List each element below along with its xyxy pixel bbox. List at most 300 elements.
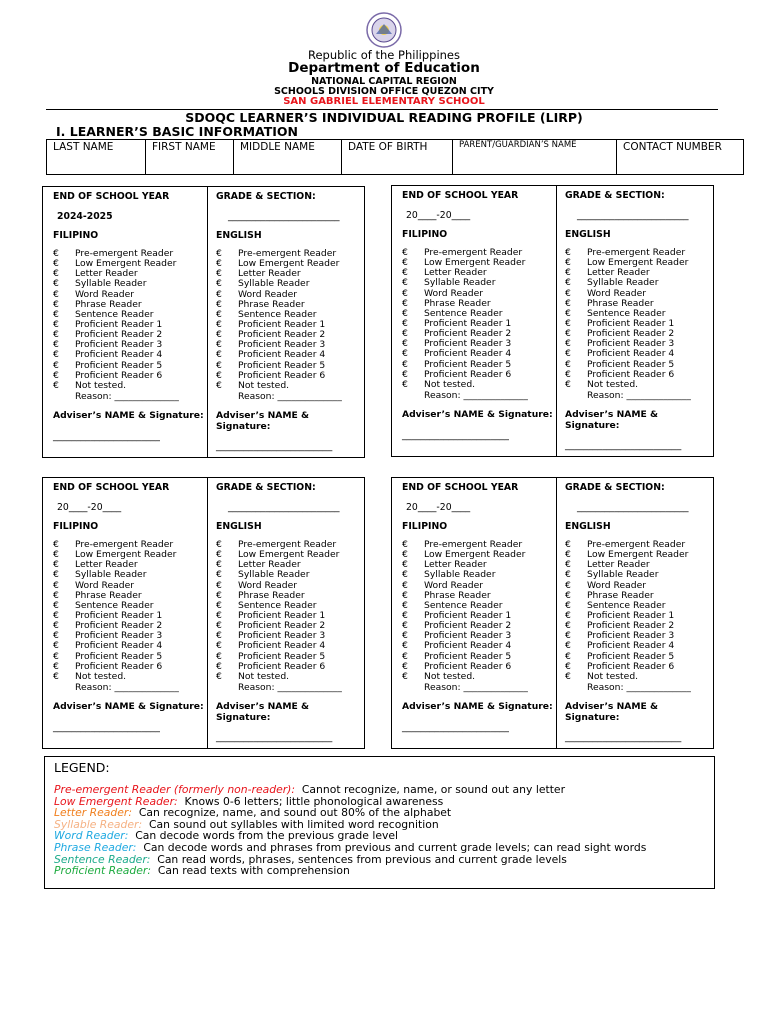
grade-section-label: GRADE & SECTION: xyxy=(216,482,316,493)
checkbox-bullet-icon[interactable]: € xyxy=(402,650,408,662)
checkbox-bullet-icon[interactable]: € xyxy=(402,277,408,289)
checkbox-bullet-icon[interactable]: € xyxy=(402,368,408,380)
checkbox-bullet-icon[interactable]: € xyxy=(216,630,222,642)
legend-description: Knows 0-6 letters; little phonological awareness xyxy=(184,794,444,808)
reading-level-option[interactable] xyxy=(402,380,562,390)
checkbox-bullet-icon[interactable]: € xyxy=(53,579,59,591)
checkbox-bullet-icon[interactable]: € xyxy=(402,559,408,571)
adviser-signature-line[interactable]: _______________________ xyxy=(53,722,160,733)
reading-level-label: Proficient Reader 4 xyxy=(238,349,326,361)
adviser-signature-line[interactable]: _________________________ xyxy=(565,732,682,743)
checkbox-bullet-icon[interactable]: € xyxy=(216,359,222,371)
reading-level-label: Syllable Reader xyxy=(587,277,659,289)
legend-term: Pre-emergent Reader (formerly non-reader): xyxy=(54,783,296,796)
reading-level-option[interactable] xyxy=(565,380,725,390)
checkbox-bullet-icon[interactable]: € xyxy=(402,257,408,269)
end-of-school-year-label: END OF SCHOOL YEAR xyxy=(402,482,519,493)
reading-level-label: Proficient Reader 4 xyxy=(587,640,675,652)
adviser-signature-line[interactable]: _______________________ xyxy=(402,430,509,441)
contact-number-field[interactable]: CONTACT NUMBER xyxy=(623,141,722,153)
reading-level-label: Proficient Reader 3 xyxy=(75,630,163,642)
reading-level-label: Proficient Reader 1 xyxy=(75,318,163,330)
legend-term: Word Reader: xyxy=(54,829,129,843)
checkbox-bullet-icon[interactable]: € xyxy=(402,640,408,652)
reading-level-label: Proficient Reader 5 xyxy=(75,359,163,371)
date-of-birth-field[interactable]: DATE OF BIRTH xyxy=(342,140,453,174)
reading-level-option[interactable] xyxy=(53,381,213,391)
reading-level-label: Proficient Reader 4 xyxy=(424,348,512,360)
checkbox-bullet-icon[interactable]: € xyxy=(565,620,571,632)
checkbox-bullet-icon[interactable]: € xyxy=(402,579,408,591)
legend-description: Can sound out syllables with limited word recognition xyxy=(149,817,439,831)
checkbox-bullet-icon[interactable]: € xyxy=(565,378,571,390)
end-of-school-year-label: END OF SCHOOL YEAR xyxy=(53,482,170,493)
checkbox-bullet-icon[interactable]: € xyxy=(565,650,571,662)
reading-level-label: Letter Reader xyxy=(238,268,301,280)
checkbox-bullet-icon[interactable]: € xyxy=(53,268,59,280)
reading-level-label: Letter Reader xyxy=(587,559,650,571)
reading-level-label: Word Reader xyxy=(424,579,484,591)
checkbox-bullet-icon[interactable]: € xyxy=(565,670,571,682)
checkbox-bullet-icon[interactable]: € xyxy=(402,660,408,672)
reading-level-label: Proficient Reader 3 xyxy=(587,338,675,350)
reason-field[interactable]: Reason: ______________ xyxy=(587,682,691,693)
checkbox-bullet-icon[interactable]: € xyxy=(53,339,59,351)
filipino-reading-level-options xyxy=(53,540,213,682)
section-heading: I. LEARNER’S BASIC INFORMATION xyxy=(56,124,298,139)
checkbox-bullet-icon[interactable]: € xyxy=(565,368,571,380)
checkbox-bullet-icon[interactable]: € xyxy=(53,308,59,320)
grade-section-label: GRADE & SECTION: xyxy=(565,190,665,201)
checkbox-bullet-icon[interactable]: € xyxy=(402,267,408,279)
reading-level-option[interactable] xyxy=(216,381,376,391)
checkbox-bullet-icon[interactable]: € xyxy=(402,287,408,299)
adviser-name-signature-label: Adviser’s NAME & Signature: xyxy=(565,701,659,723)
checkbox-bullet-icon[interactable]: € xyxy=(53,288,59,300)
checkbox-bullet-icon[interactable]: € xyxy=(565,328,571,340)
reading-level-label: Sentence Reader xyxy=(238,308,317,320)
reading-level-label: Proficient Reader 2 xyxy=(424,620,512,632)
adviser-signature-line[interactable]: _________________________ xyxy=(565,440,682,451)
reading-level-label: Pre-emergent Reader xyxy=(75,539,174,550)
reading-level-label: Phrase Reader xyxy=(238,298,305,310)
school-year-value[interactable]: 20____-20____ xyxy=(57,502,122,513)
end-of-school-year-label: END OF SCHOOL YEAR xyxy=(53,191,170,202)
checkbox-bullet-icon[interactable]: € xyxy=(216,369,222,381)
checkbox-bullet-icon[interactable]: € xyxy=(565,348,571,360)
legend-box xyxy=(44,756,715,889)
adviser-name-signature-label: Adviser’s NAME & Signature: xyxy=(216,701,310,723)
filipino-heading: FILIPINO xyxy=(53,521,99,532)
checkbox-bullet-icon[interactable]: € xyxy=(402,609,408,621)
reading-level-label: Low Emergent Reader xyxy=(587,549,689,561)
deped-seal-logo xyxy=(366,12,402,48)
checkbox-bullet-icon[interactable]: € xyxy=(402,378,408,390)
reading-level-label: Phrase Reader xyxy=(587,589,654,601)
checkbox-bullet-icon[interactable]: € xyxy=(216,660,222,672)
reading-level-label: Phrase Reader xyxy=(424,297,491,309)
checkbox-bullet-icon[interactable]: € xyxy=(53,609,59,621)
reading-level-label: Proficient Reader 2 xyxy=(587,620,675,632)
checkbox-bullet-icon[interactable]: € xyxy=(402,348,408,360)
reading-level-option[interactable] xyxy=(53,672,213,682)
reading-level-label: Low Emergent Reader xyxy=(238,549,340,561)
reading-profile-box xyxy=(42,477,365,749)
checkbox-bullet-icon[interactable]: € xyxy=(565,297,571,309)
legend-term: Sentence Reader: xyxy=(54,852,151,866)
reading-level-label: Syllable Reader xyxy=(75,569,147,581)
reading-level-label: Proficient Reader 1 xyxy=(238,609,326,621)
checkbox-bullet-icon[interactable]: € xyxy=(216,620,222,632)
adviser-name-signature-label: Adviser’s NAME & Signature: xyxy=(402,409,553,420)
english-reading-level-options xyxy=(565,540,725,682)
reading-level-label: Not tested. xyxy=(424,670,476,682)
checkbox-bullet-icon[interactable]: € xyxy=(565,660,571,672)
reading-level-label: Proficient Reader 4 xyxy=(424,640,512,652)
region-heading: NATIONAL CAPITAL REGION xyxy=(311,76,457,87)
checkbox-bullet-icon[interactable]: € xyxy=(565,247,571,258)
reading-level-label: Proficient Reader 1 xyxy=(587,609,675,621)
reading-level-label: Pre-emergent Reader xyxy=(424,247,523,258)
reading-level-label: Letter Reader xyxy=(75,559,138,571)
reason-field[interactable]: Reason: ______________ xyxy=(424,682,528,693)
checkbox-bullet-icon[interactable]: € xyxy=(565,569,571,581)
checkbox-bullet-icon[interactable]: € xyxy=(53,569,59,581)
reading-level-label: Letter Reader xyxy=(238,559,301,571)
last-name-field[interactable]: LAST NAME xyxy=(47,140,146,174)
school-year-value[interactable]: 2024-2025 xyxy=(57,211,113,222)
checkbox-bullet-icon[interactable]: € xyxy=(216,640,222,652)
checkbox-bullet-icon[interactable]: € xyxy=(53,660,59,672)
checkbox-bullet-icon[interactable]: € xyxy=(216,589,222,601)
reading-level-label: Word Reader xyxy=(587,287,647,299)
reading-level-label: Not tested. xyxy=(238,670,290,682)
checkbox-bullet-icon[interactable]: € xyxy=(565,630,571,642)
reading-level-label: Not tested. xyxy=(587,378,639,390)
checkbox-bullet-icon[interactable]: € xyxy=(216,278,222,290)
document-title: SDOQC LEARNER’S INDIVIDUAL READING PROFILE (LIRP) xyxy=(185,110,583,125)
reading-level-option[interactable] xyxy=(402,672,562,682)
checkbox-bullet-icon[interactable]: € xyxy=(53,620,59,632)
reading-level-label: Letter Reader xyxy=(587,267,650,279)
reading-level-label: Proficient Reader 2 xyxy=(587,328,675,340)
checkbox-bullet-icon[interactable]: € xyxy=(402,539,408,550)
checkbox-bullet-icon[interactable]: € xyxy=(402,589,408,601)
reason-field[interactable]: Reason: ______________ xyxy=(587,390,691,401)
checkbox-bullet-icon[interactable]: € xyxy=(216,258,222,270)
parent-guardian-field[interactable]: PARENT/GUARDIAN’S NAME xyxy=(453,140,617,174)
reading-level-label: Word Reader xyxy=(238,579,298,591)
checkbox-bullet-icon[interactable]: € xyxy=(565,539,571,550)
checkbox-bullet-icon[interactable]: € xyxy=(216,349,222,361)
checkbox-bullet-icon[interactable]: € xyxy=(216,549,222,561)
checkbox-bullet-icon[interactable]: € xyxy=(53,589,59,601)
adviser-signature-line[interactable]: _______________________ xyxy=(53,431,160,442)
checkbox-bullet-icon[interactable]: € xyxy=(216,569,222,581)
reading-level-label: Proficient Reader 5 xyxy=(238,650,326,662)
reading-level-label: Not tested. xyxy=(587,670,639,682)
reading-level-label: Proficient Reader 3 xyxy=(424,338,512,350)
reading-level-label: Proficient Reader 4 xyxy=(75,349,163,361)
reading-profile-box xyxy=(42,186,365,458)
checkbox-bullet-icon[interactable]: € xyxy=(53,278,59,290)
reading-level-label: Not tested. xyxy=(75,670,127,682)
checkbox-bullet-icon[interactable]: € xyxy=(53,359,59,371)
grade-section-blank[interactable]: ________________________ xyxy=(228,502,340,513)
filipino-reading-level-options xyxy=(402,248,562,390)
reason-field[interactable]: Reason: ______________ xyxy=(238,682,342,693)
reading-level-label: Proficient Reader 6 xyxy=(75,369,163,381)
checkbox-bullet-icon[interactable]: € xyxy=(216,539,222,550)
reading-level-label: Proficient Reader 2 xyxy=(238,620,326,632)
legend-term: Phrase Reader: xyxy=(54,841,137,854)
reading-level-label: Pre-emergent Reader xyxy=(424,539,523,550)
reading-level-option[interactable] xyxy=(216,672,376,682)
reading-level-label: Low Emergent Reader xyxy=(75,258,177,270)
reading-level-label: Proficient Reader 4 xyxy=(587,348,675,360)
checkbox-bullet-icon[interactable]: € xyxy=(216,599,222,611)
checkbox-bullet-icon[interactable]: € xyxy=(565,358,571,370)
checkbox-bullet-icon[interactable]: € xyxy=(53,318,59,330)
reading-level-label: Proficient Reader 3 xyxy=(587,630,675,642)
checkbox-bullet-icon[interactable]: € xyxy=(216,298,222,310)
checkbox-bullet-icon[interactable]: € xyxy=(565,287,571,299)
reading-level-label: Pre-emergent Reader xyxy=(587,247,686,258)
reading-level-label: Proficient Reader 3 xyxy=(238,630,326,642)
legend-term: Syllable Reader: xyxy=(54,817,143,831)
adviser-signature-line[interactable]: _________________________ xyxy=(216,441,333,452)
checkbox-bullet-icon[interactable]: € xyxy=(565,338,571,350)
reading-level-label: Proficient Reader 1 xyxy=(75,609,163,621)
legend-term: Proficient Reader: xyxy=(54,864,151,878)
reading-level-label: Word Reader xyxy=(238,288,298,300)
checkbox-bullet-icon[interactable]: € xyxy=(53,640,59,652)
checkbox-bullet-icon[interactable]: € xyxy=(216,308,222,320)
reason-field[interactable]: Reason: ______________ xyxy=(424,390,528,401)
checkbox-bullet-icon[interactable]: € xyxy=(565,277,571,289)
reading-level-label: Proficient Reader 6 xyxy=(424,368,512,380)
filipino-reading-level-options xyxy=(402,540,562,682)
checkbox-bullet-icon[interactable]: € xyxy=(402,358,408,370)
checkbox-bullet-icon[interactable]: € xyxy=(216,339,222,351)
reading-level-label: Pre-emergent Reader xyxy=(75,248,174,259)
reading-level-label: Letter Reader xyxy=(75,268,138,280)
reading-level-label: Proficient Reader 6 xyxy=(238,369,326,381)
school-year-value[interactable]: 20____-20____ xyxy=(406,210,471,221)
legend-description: Can read texts with comprehension xyxy=(157,864,350,878)
reading-level-label: Letter Reader xyxy=(424,559,487,571)
school-year-value[interactable]: 20____-20____ xyxy=(406,502,471,513)
english-reading-level-options xyxy=(216,249,376,391)
checkbox-bullet-icon[interactable]: € xyxy=(565,589,571,601)
reading-level-label: Pre-emergent Reader xyxy=(238,539,337,550)
reading-level-label: Low Emergent Reader xyxy=(424,549,526,561)
checkbox-bullet-icon[interactable]: € xyxy=(53,248,59,259)
checkbox-bullet-icon[interactable]: € xyxy=(53,650,59,662)
reading-level-label: Proficient Reader 2 xyxy=(424,328,512,340)
english-heading: ENGLISH xyxy=(565,229,611,240)
legend-term: Letter Reader: xyxy=(54,806,132,820)
english-heading: ENGLISH xyxy=(216,521,262,532)
reason-field[interactable]: Reason: ______________ xyxy=(75,391,179,402)
reading-level-label: Phrase Reader xyxy=(75,589,142,601)
legend-description: Can read words, phrases, sentences from previous and current grade levels xyxy=(157,852,567,866)
legend-description: Can recognize, name, and sound out 80% of the alphabet xyxy=(138,806,452,820)
checkbox-bullet-icon[interactable]: € xyxy=(565,559,571,571)
checkbox-bullet-icon[interactable]: € xyxy=(53,379,59,391)
reading-level-label: Not tested. xyxy=(75,379,127,391)
checkbox-bullet-icon[interactable]: € xyxy=(53,258,59,270)
reading-level-label: Proficient Reader 5 xyxy=(424,358,512,370)
reading-level-label: Low Emergent Reader xyxy=(75,549,177,561)
adviser-signature-line[interactable]: _______________________ xyxy=(402,722,509,733)
reading-level-label: Syllable Reader xyxy=(587,569,659,581)
checkbox-bullet-icon[interactable]: € xyxy=(565,267,571,279)
checkbox-bullet-icon[interactable]: € xyxy=(402,630,408,642)
reading-level-label: Sentence Reader xyxy=(587,307,666,319)
legend-title: LEGEND: xyxy=(54,760,110,775)
checkbox-bullet-icon[interactable]: € xyxy=(402,549,408,561)
english-reading-level-options xyxy=(565,248,725,390)
checkbox-bullet-icon[interactable]: € xyxy=(216,318,222,330)
reading-level-label: Proficient Reader 5 xyxy=(238,359,326,371)
reading-level-label: Not tested. xyxy=(238,379,290,391)
reading-level-label: Proficient Reader 6 xyxy=(587,660,675,672)
checkbox-bullet-icon[interactable]: € xyxy=(402,297,408,309)
adviser-name-signature-label: Adviser’s NAME & Signature: xyxy=(402,701,553,712)
reading-level-label: Sentence Reader xyxy=(587,599,666,611)
school-heading: SAN GABRIEL ELEMENTARY SCHOOL xyxy=(283,96,485,107)
reading-level-label: Word Reader xyxy=(424,287,484,299)
reading-level-label: Proficient Reader 1 xyxy=(424,317,512,329)
checkbox-bullet-icon[interactable]: € xyxy=(53,369,59,381)
checkbox-bullet-icon[interactable]: € xyxy=(402,307,408,319)
legend-description: Can decode words from the previous grade level xyxy=(135,829,399,843)
checkbox-bullet-icon[interactable]: € xyxy=(402,670,408,682)
checkbox-bullet-icon[interactable]: € xyxy=(53,349,59,361)
checkbox-bullet-icon[interactable]: € xyxy=(402,599,408,611)
checkbox-bullet-icon[interactable]: € xyxy=(402,569,408,581)
checkbox-bullet-icon[interactable]: € xyxy=(565,579,571,591)
checkbox-bullet-icon[interactable]: € xyxy=(402,317,408,329)
reading-level-label: Proficient Reader 4 xyxy=(238,640,326,652)
reading-level-label: Phrase Reader xyxy=(587,297,654,309)
reading-level-label: Proficient Reader 5 xyxy=(587,358,675,370)
reading-level-label: Syllable Reader xyxy=(424,569,496,581)
reading-level-label: Proficient Reader 1 xyxy=(424,609,512,621)
legend-description: Can decode words and phrases from previous and current grade levels; can read sight words xyxy=(143,841,647,854)
checkbox-bullet-icon[interactable]: € xyxy=(402,338,408,350)
checkbox-bullet-icon[interactable]: € xyxy=(53,599,59,611)
reading-level-label: Word Reader xyxy=(75,579,135,591)
checkbox-bullet-icon[interactable]: € xyxy=(53,539,59,550)
reading-level-label: Low Emergent Reader xyxy=(587,257,689,269)
department-heading: Department of Education xyxy=(288,60,480,76)
checkbox-bullet-icon[interactable]: € xyxy=(402,620,408,632)
checkbox-bullet-icon[interactable]: € xyxy=(53,298,59,310)
reading-level-label: Proficient Reader 3 xyxy=(424,630,512,642)
reading-level-label: Proficient Reader 2 xyxy=(238,329,326,341)
grade-section-blank[interactable]: ________________________ xyxy=(228,211,340,222)
reading-level-label: Not tested. xyxy=(424,378,476,390)
checkbox-bullet-icon[interactable]: € xyxy=(216,579,222,591)
checkbox-bullet-icon[interactable]: € xyxy=(216,609,222,621)
reading-level-label: Pre-emergent Reader xyxy=(587,539,686,550)
reading-profile-box xyxy=(391,477,714,749)
reading-level-label: Word Reader xyxy=(587,579,647,591)
grade-section-blank[interactable]: ________________________ xyxy=(577,210,689,221)
reading-level-label: Phrase Reader xyxy=(424,589,491,601)
checkbox-bullet-icon[interactable]: € xyxy=(216,559,222,571)
reading-level-label: Sentence Reader xyxy=(75,308,154,320)
checkbox-bullet-icon[interactable]: € xyxy=(402,328,408,340)
reading-level-label: Syllable Reader xyxy=(238,569,310,581)
checkbox-bullet-icon[interactable]: € xyxy=(216,329,222,341)
checkbox-bullet-icon[interactable]: € xyxy=(53,559,59,571)
reading-level-label: Proficient Reader 6 xyxy=(587,368,675,380)
reason-field[interactable]: Reason: ______________ xyxy=(75,682,179,693)
grade-section-blank[interactable]: ________________________ xyxy=(577,502,689,513)
checkbox-bullet-icon[interactable]: € xyxy=(216,650,222,662)
checkbox-bullet-icon[interactable]: € xyxy=(216,379,222,391)
republic-heading: Republic of the Philippines xyxy=(307,48,461,62)
checkbox-bullet-icon[interactable]: € xyxy=(53,670,59,682)
checkbox-bullet-icon[interactable]: € xyxy=(216,288,222,300)
reason-field[interactable]: Reason: ______________ xyxy=(238,391,342,402)
reading-level-option[interactable] xyxy=(565,672,725,682)
reading-level-label: Low Emergent Reader xyxy=(238,258,340,270)
reading-level-label: Sentence Reader xyxy=(75,599,154,611)
reading-profile-box xyxy=(391,185,714,457)
english-heading: ENGLISH xyxy=(216,230,262,241)
checkbox-bullet-icon[interactable]: € xyxy=(565,307,571,319)
reading-level-label: Phrase Reader xyxy=(238,589,305,601)
reading-level-label: Phrase Reader xyxy=(75,298,142,310)
checkbox-bullet-icon[interactable]: € xyxy=(53,549,59,561)
reading-level-label: Word Reader xyxy=(75,288,135,300)
checkbox-bullet-icon[interactable]: € xyxy=(565,257,571,269)
reading-level-label: Proficient Reader 3 xyxy=(75,339,163,351)
checkbox-bullet-icon[interactable]: € xyxy=(216,248,222,259)
reading-level-label: Syllable Reader xyxy=(424,277,496,289)
checkbox-bullet-icon[interactable]: € xyxy=(216,268,222,280)
grade-section-label: GRADE & SECTION: xyxy=(216,191,316,202)
reading-level-label: Proficient Reader 5 xyxy=(75,650,163,662)
checkbox-bullet-icon[interactable]: € xyxy=(53,329,59,341)
reading-level-label: Proficient Reader 4 xyxy=(75,640,163,652)
learner-info-table xyxy=(46,139,744,175)
reading-level-label: Sentence Reader xyxy=(424,599,503,611)
checkbox-bullet-icon[interactable]: € xyxy=(53,630,59,642)
checkbox-bullet-icon[interactable]: € xyxy=(402,247,408,258)
reading-level-label: Syllable Reader xyxy=(238,278,310,290)
first-name-field[interactable]: FIRST NAME xyxy=(146,140,234,174)
checkbox-bullet-icon[interactable]: € xyxy=(216,670,222,682)
adviser-name-signature-label: Adviser’s NAME & Signature: xyxy=(53,410,204,421)
checkbox-bullet-icon[interactable]: € xyxy=(565,317,571,329)
checkbox-bullet-icon[interactable]: € xyxy=(565,609,571,621)
reading-level-label: Letter Reader xyxy=(424,267,487,279)
filipino-heading: FILIPINO xyxy=(402,229,448,240)
checkbox-bullet-icon[interactable]: € xyxy=(565,549,571,561)
adviser-name-signature-label: Adviser’s NAME & Signature: xyxy=(53,701,204,712)
adviser-signature-line[interactable]: _________________________ xyxy=(216,732,333,743)
middle-name-field[interactable]: MIDDLE NAME xyxy=(234,140,342,174)
reading-level-label: Proficient Reader 2 xyxy=(75,620,163,632)
reading-level-label: Proficient Reader 6 xyxy=(75,660,163,672)
checkbox-bullet-icon[interactable]: € xyxy=(565,599,571,611)
checkbox-bullet-icon[interactable]: € xyxy=(565,640,571,652)
